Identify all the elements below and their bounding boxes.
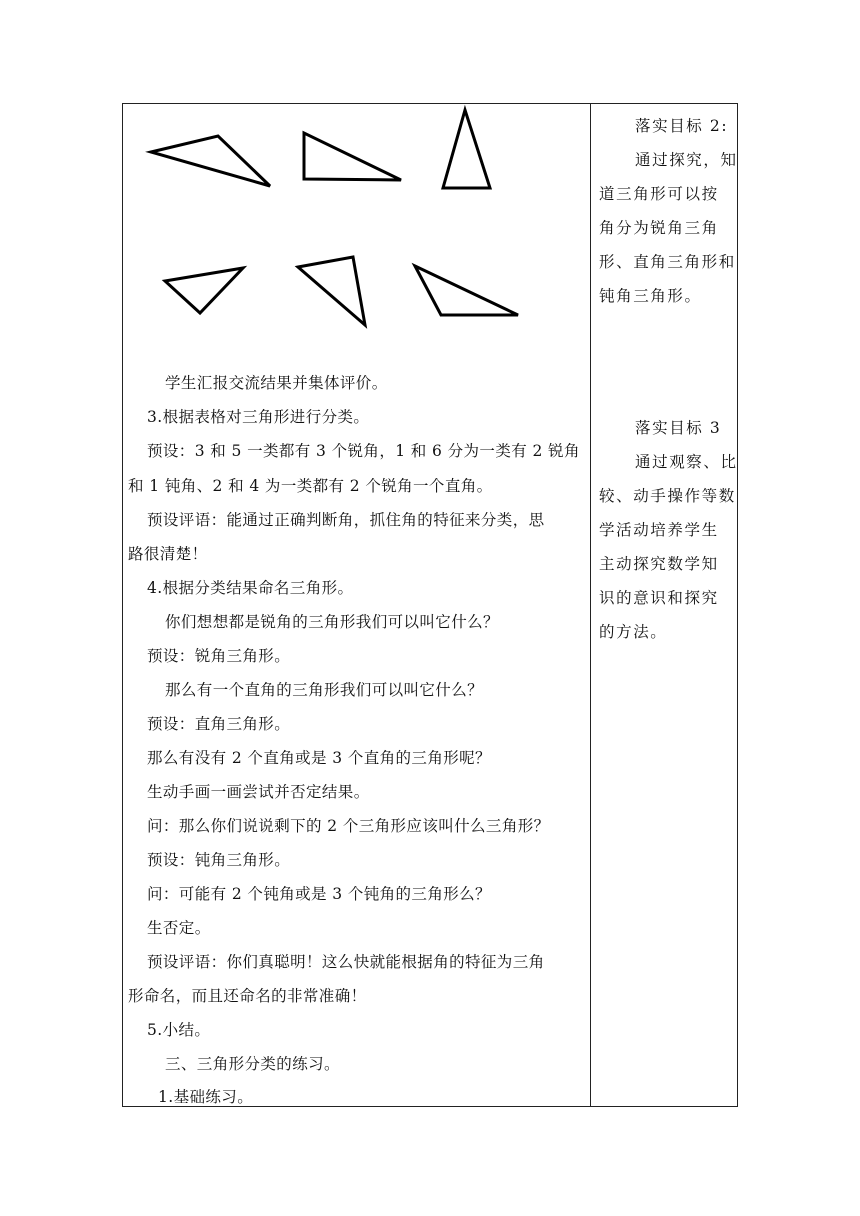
text-line: 问：可能有 2 个钝角或是 3 个钝角的三角形么？ bbox=[147, 885, 491, 903]
triangle-2-icon bbox=[304, 133, 401, 180]
text-line: 形命名，而且还命名的非常准确！ bbox=[128, 987, 367, 1005]
text-line: 预设：锐角三角形。 bbox=[147, 647, 291, 665]
goal-3-text: 识的意识和探究 bbox=[599, 589, 719, 607]
goal-2-text: 角分为锐角三角 bbox=[599, 219, 719, 237]
text-line: 你们想想都是锐角的三角形我们可以叫它什么？ bbox=[165, 613, 499, 631]
triangle-figures bbox=[123, 104, 589, 344]
goal-2-text: 通过探究，知 bbox=[635, 151, 738, 169]
text-line: 生否定。 bbox=[147, 919, 211, 937]
goal-3-text: 主动探究数学知 bbox=[599, 555, 719, 573]
goal-3-text: 通过观察、比 bbox=[635, 453, 738, 471]
goal-3-text: 较、动手操作等数 bbox=[599, 487, 736, 505]
text-line: 预设：钝角三角形。 bbox=[147, 851, 291, 869]
text-line: 三、三角形分类的练习。 bbox=[165, 1055, 340, 1073]
triangle-3-icon bbox=[443, 110, 490, 188]
text-line: 学生汇报交流结果并集体评价。 bbox=[165, 374, 388, 392]
goal-2-text: 钝角三角形。 bbox=[599, 287, 702, 305]
goal-3-text: 学活动培养学生 bbox=[599, 521, 719, 539]
text-line: 问：那么你们说说剩下的 2 个三角形应该叫什么三角形？ bbox=[147, 817, 550, 835]
text-line: 生动手画一画尝试并否定结果。 bbox=[147, 783, 370, 801]
lesson-table bbox=[122, 103, 738, 1107]
text-line: 预设：3 和 5 一类都有 3 个锐角，1 和 6 分为一类有 2 锐角 bbox=[147, 442, 580, 460]
goal-3-heading: 落实目标 3 bbox=[635, 419, 722, 437]
goal-2-text: 道三角形可以按 bbox=[599, 185, 719, 203]
text-line: 预设评语：你们真聪明！这么快就能根据角的特征为三角 bbox=[147, 953, 545, 971]
text-line: 路很清楚！ bbox=[128, 545, 208, 563]
triangle-5-icon bbox=[298, 257, 365, 325]
text-line: 3.根据表格对三角形进行分类。 bbox=[147, 408, 370, 426]
goal-2-text: 形、直角三角形和 bbox=[599, 253, 736, 271]
text-line: 预设评语：能通过正确判断角，抓住角的特征来分类，思 bbox=[147, 511, 545, 529]
goal-2-heading: 落实目标 2: bbox=[635, 117, 729, 135]
column-divider bbox=[590, 104, 591, 1106]
text-line: 和 1 钝角、2 和 4 为一类都有 2 个锐角一个直角。 bbox=[128, 477, 493, 495]
text-line: 4.根据分类结果命名三角形。 bbox=[147, 579, 354, 597]
text-line: 那么有一个直角的三角形我们可以叫它什么？ bbox=[165, 681, 484, 699]
text-line: 预设：直角三角形。 bbox=[147, 715, 291, 733]
triangle-1-icon bbox=[151, 136, 270, 186]
goal-3-text: 的方法。 bbox=[599, 623, 668, 641]
text-line: 5.小结。 bbox=[147, 1021, 211, 1039]
triangle-6-icon bbox=[415, 266, 518, 315]
text-line: 1.基础练习。 bbox=[158, 1088, 254, 1106]
triangle-4-icon bbox=[165, 268, 243, 313]
text-line: 那么有没有 2 个直角或是 3 个直角的三角形呢？ bbox=[147, 749, 491, 767]
